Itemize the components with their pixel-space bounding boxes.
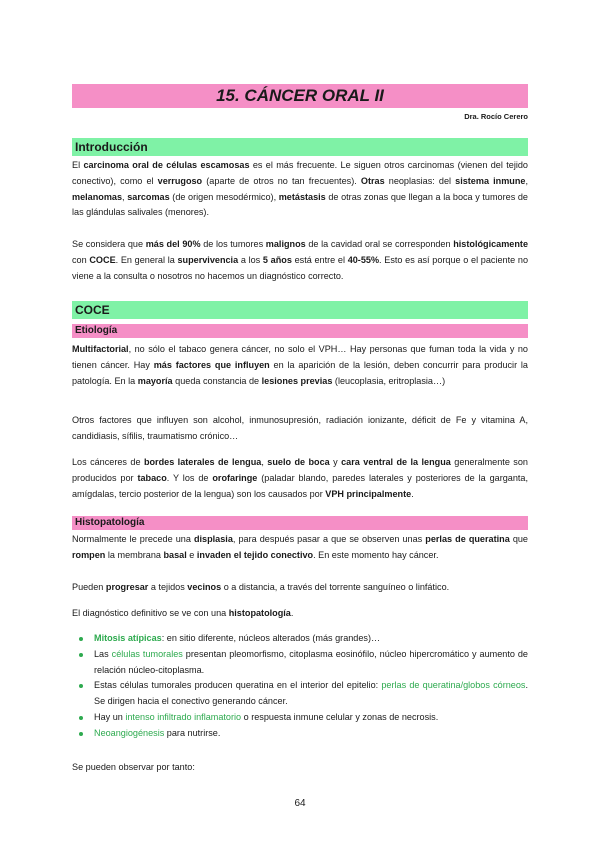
chapter-title: 15. CÁNCER ORAL II [216,86,384,105]
paragraph-intro-2: Se considera que más del 90% de los tumores malignos de la cavidad oral se corresponden histológicamente con COCE. En general la supervivencia a los 5 años está entre el 40-55%. Esto es así porque o el paciente no viene a la consulta o nosotros no hacemos un diagnóstico correcto. [72,239,529,281]
list-item: Hay un intenso infiltrado inflamatorio o respuesta inmune celular y zonas de necrosis. [72,710,528,726]
list-item: Estas células tumorales producen queratina en el interior del epitelio: perlas de queratina/globos córneos. Se dirigen hacia el conectivo generando cáncer. [72,678,528,710]
subsection-heading-etiologia: Etiología [72,324,528,338]
histo-bullet-list [72,631,528,742]
list-item: Las células tumorales presentan pleomorfismo, citoplasma eosinófilo, núcleo hipercromático y aumento de relación núcleo-citoplasma. [72,647,528,679]
page-number: 64 [294,798,306,809]
paragraph-intro-1: El carcinoma oral de células escamosas es el más frecuente. Le siguen otros carcinomas (vienen del tejido conectivo), como el verrugoso (aparte de otros no tan frecuentes). Otras neoplasias: del sistema inmune, melanomas, sarcomas (de origen mesodérmico), metástasis de otras zonas que llegan a la boca y tumores de las glándulas salivales (menores). [72,160,528,218]
paragraph-etiologia-1: Multifactorial, no sólo el tabaco genera cáncer, no solo el VPH… Hay personas que fuman toda la vida y no tienen cáncer. Hay más factores que influyen en la aparición de la lesión, deben concurrir para producir la patología. En la mayoría queda constancia de lesiones previas (leucoplasia, eritroplasia…) [72,344,528,386]
paragraph-final: Se pueden observar por tanto: [72,762,195,772]
paragraph-histo-1: Normalmente le precede una displasia, para después pasar a que se observen unas perlas de queratina que rompen la membrana basal e invaden el tejido conectivo. En este momento hay cáncer. [72,534,528,560]
document-page [72,0,528,848]
author-name: Dra. Rocío Cerero [464,112,528,121]
paragraph-histo-3: El diagnóstico definitivo se ve con una histopatología. [72,608,294,618]
list-item: Neoangiogénesis para nutrirse. [72,726,528,742]
section-heading-introduccion: Introducción [72,138,528,156]
list-item: Mitosis atípicas: en sitio diferente, núcleos alterados (más grandes)… [72,631,528,647]
paragraph-etiologia-2: Otros factores que influyen son alcohol, inmunosupresión, radiación ionizante, déficit de Fe y vitamina A, candidiasis, sífilis, traumatismo crónico… [72,415,528,441]
section-heading-coce: COCE [72,301,528,319]
paragraph-etiologia-3: Los cánceres de bordes laterales de lengua, suelo de boca y cara ventral de la lengua generalmente son producidos por tabaco. Y los de orofaringe (paladar blando, paredes laterales y posteriores de la garganta, amígdalas, tercio posterior de la lengua) son los causados por VPH principalmente. [72,457,529,499]
paragraph-histo-2: Pueden progresar a tejidos vecinos o a distancia, a través del torrente sanguíneo o linfático. [72,582,450,592]
chapter-title-bar [72,84,528,108]
subsection-heading-histopatologia: Histopatología [72,516,528,530]
